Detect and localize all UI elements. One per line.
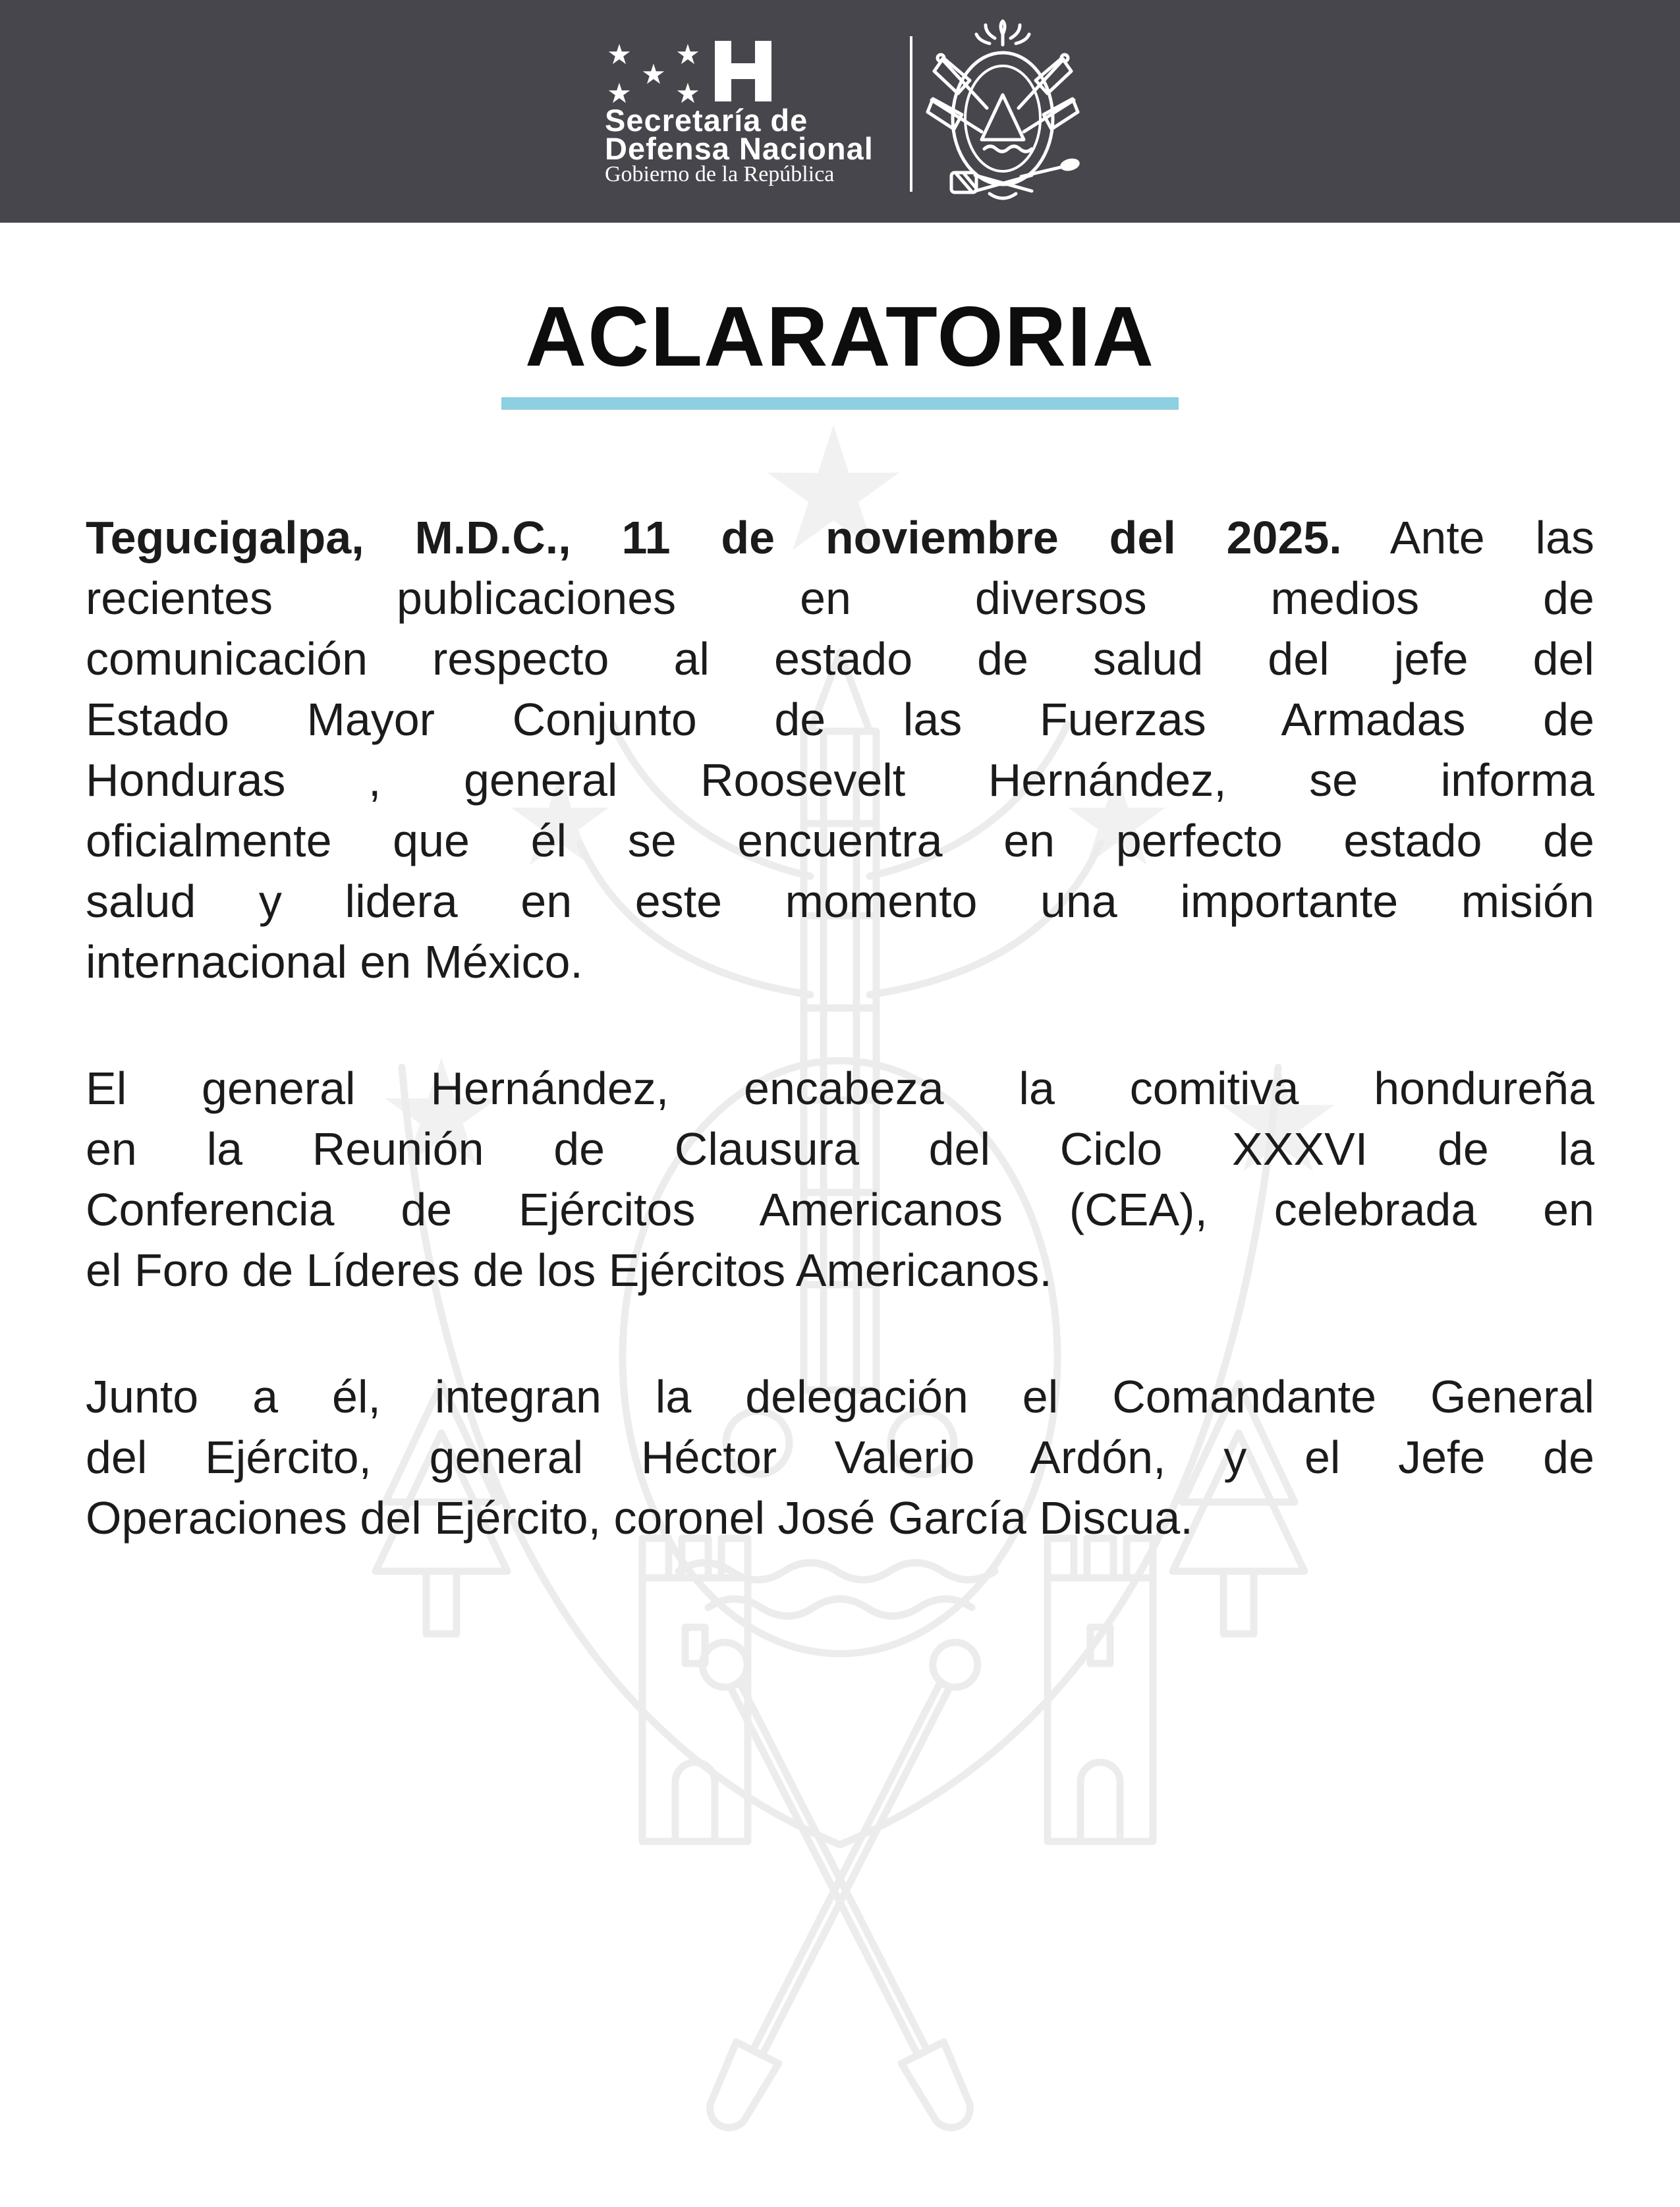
- body-line: [86, 568, 1594, 629]
- body-paragraph: [86, 1058, 1594, 1300]
- star-icon: ★: [607, 78, 632, 109]
- body-line: [86, 1488, 1594, 1548]
- body-line: [86, 1179, 1594, 1240]
- body-line: [86, 1427, 1594, 1488]
- body-line: [86, 1058, 1594, 1119]
- star-icon: ★: [675, 39, 700, 70]
- h-monogram-icon: [715, 41, 771, 101]
- body-text: comunicación respecto al estado de salud del jefe del: [86, 633, 1594, 684]
- body-text: del Ejército, general Héctor Valerio Ardón, y el Jefe de: [86, 1432, 1594, 1483]
- body-text: recientes publicaciones en diversos medios de: [86, 573, 1594, 624]
- body-line: [86, 750, 1594, 810]
- government-tagline: Gobierno de la República: [605, 162, 835, 186]
- header-bar: [0, 0, 1680, 223]
- body-line: [86, 871, 1594, 932]
- org-name-line2: Defensa Nacional: [605, 131, 874, 166]
- body-line: [86, 1240, 1594, 1300]
- body-text: internacional en México.: [86, 936, 583, 988]
- dateline-bold-text: Tegucigalpa, M.D.C., 11 de noviembre del 2025.: [86, 512, 1342, 563]
- document-body: [86, 507, 1594, 1614]
- body-text: salud y lidera en este momento una importante misión: [86, 876, 1594, 927]
- body-line: [86, 689, 1594, 750]
- body-text: Honduras , general Roosevelt Hernández, se informa: [86, 754, 1594, 806]
- body-line: [86, 507, 1594, 568]
- star-icon: ★: [641, 59, 666, 90]
- header-divider: [910, 36, 912, 192]
- body-line: [86, 810, 1594, 871]
- body-line: [86, 629, 1594, 689]
- body-text: en la Reunión de Clausura del Ciclo XXXVI de la: [86, 1123, 1594, 1175]
- org-name-line1: Secretaría de: [605, 103, 808, 138]
- page-title: ACLARATORIA: [525, 289, 1155, 384]
- body-line: [86, 932, 1594, 992]
- star-icon: ★: [675, 78, 700, 109]
- title-underline: [501, 397, 1179, 410]
- body-text: Ante las: [1341, 512, 1594, 563]
- body-paragraph: [86, 1366, 1594, 1548]
- body-paragraph: [86, 507, 1594, 992]
- body-line: [86, 1366, 1594, 1427]
- body-text: El general Hernández, encabeza la comitiva hondureña: [86, 1063, 1594, 1114]
- body-text: Estado Mayor Conjunto de las Fuerzas Armadas de: [86, 694, 1594, 745]
- body-text: Operaciones del Ejército, coronel José García Discua.: [86, 1492, 1193, 1544]
- star-cluster: [596, 38, 712, 111]
- star-icon: ★: [607, 39, 632, 70]
- body-text: Conferencia de Ejércitos Americanos (CEA), celebrada en: [86, 1184, 1594, 1235]
- body-text: el Foro de Líderes de los Ejércitos Americanos.: [86, 1244, 1052, 1296]
- body-text: Junto a él, integran la delegación el Comandante General: [86, 1371, 1594, 1422]
- body-line: [86, 1119, 1594, 1179]
- body-text: oficialmente que él se encuentra en perfecto estado de: [86, 815, 1594, 866]
- honduras-coat-of-arms-icon: [924, 18, 1082, 206]
